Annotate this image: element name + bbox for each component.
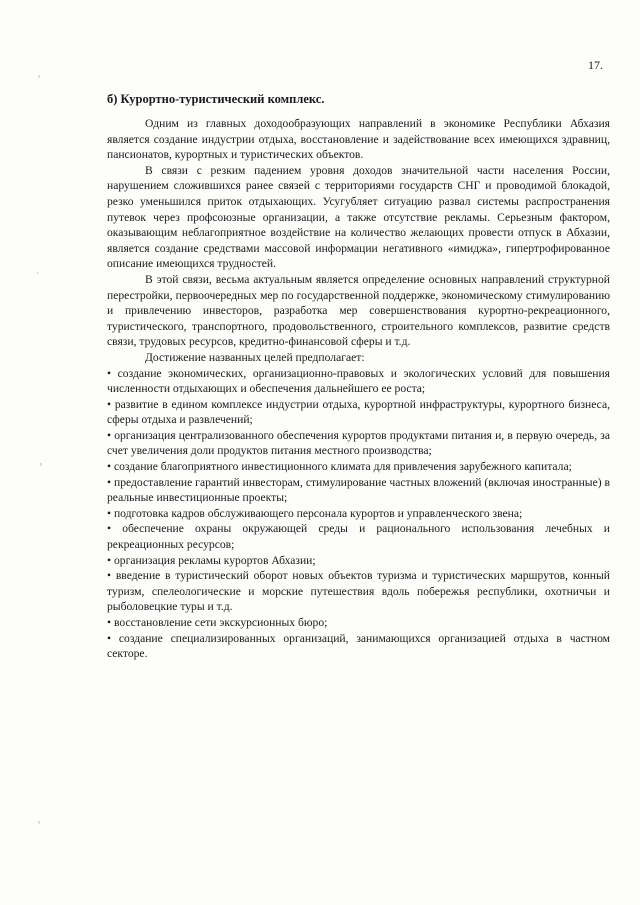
- scan-mark: ˢ: [38, 72, 40, 82]
- page-number: 17.: [588, 58, 603, 72]
- scan-mark: ·: [36, 268, 39, 278]
- list-item: • подготовка кадров обслуживающего персонала курортов и управленческого звена;: [107, 506, 610, 522]
- list-item: • обеспечение охраны окружающей среды и рационального использования лечебных и рекреационных ресурсов;: [107, 521, 610, 552]
- section-heading: б) Курортно-туристический комплекс.: [107, 92, 325, 106]
- scan-mark: ˢ: [38, 818, 40, 828]
- goals-list: [107, 366, 610, 662]
- paragraph: В этой связи, весьма актуальным является определение основных направлений структурной перестройки, первоочередных мер по государственной поддержке, экономическому стимулированию и привлечению инвесторов, разработка мер совершенствования курортно-рекреационного, туристического, транспортного, продовольственного, строительного комплексов, развитие средств связи, трудовых ресурсов, кредитно-финансовой сферы и т.д.: [107, 272, 610, 349]
- list-item: • организация рекламы курортов Абхазии;: [107, 553, 610, 569]
- list-item: • предоставление гарантий инвесторам, стимулирование частных вложений (включая иностранные) в реальные инвестиционные проекты;: [107, 475, 610, 506]
- list-item: • восстановление сети экскурсионных бюро;: [107, 615, 610, 631]
- list-item: • создание благоприятного инвестиционного климата для привлечения зарубежного капитала;: [107, 459, 610, 475]
- paragraph: В связи с резким падением уровня доходов значительной части населения России, нарушением сложившихся ранее связей с территориями государств СНГ и проводимой блокадой, резко уменьшился приток отдыхающих. Усугубляет ситуацию развал системы распространения путевок через профсоюзные организации, а также отсутствие рекламы. Серьезным фактором, оказывающим неблагоприятное воздействие на количество желающих провести отпуск в Абхазии, является создание средствами массовой информации негативного «имиджа», гипертрофированное описание имеющихся трудностей.: [107, 163, 610, 271]
- list-item: • организация централизованного обеспечения курортов продуктами питания и, в первую очередь, за счет увеличения доли продуктов питания местного производства;: [107, 428, 610, 459]
- document-body: [107, 116, 610, 662]
- list-item: • введение в туристический оборот новых объектов туризма и туристических маршрутов, конный туризм, спелеологические и морские путешествия вдоль побережья республики, охотничьи и рыболовецкие туры и т.д.: [107, 568, 610, 615]
- list-item: • развитие в едином комплексе индустрии отдыха, курортной инфраструктуры, курортного бизнеса, сферы отдыха и развлечений;: [107, 397, 610, 428]
- list-item: • создание экономических, организационно-правовых и экологических условий для повышения численности отдыхающих и обеспечения дальнейшего ее роста;: [107, 366, 610, 397]
- goals-intro: Достижение названных целей предполагает:: [145, 350, 365, 364]
- scan-mark: ˢ: [40, 460, 42, 470]
- paragraph: Одним из главных доходообразующих направлений в экономике Республики Абхазия является создание индустрии отдыха, восстановление и задействование всех имеющихся здравниц, пансионатов, курортных и туристических объектов.: [107, 117, 610, 162]
- list-item: • создание специализированных организаций, занимающихся организацией отдыха в частном секторе.: [107, 631, 610, 662]
